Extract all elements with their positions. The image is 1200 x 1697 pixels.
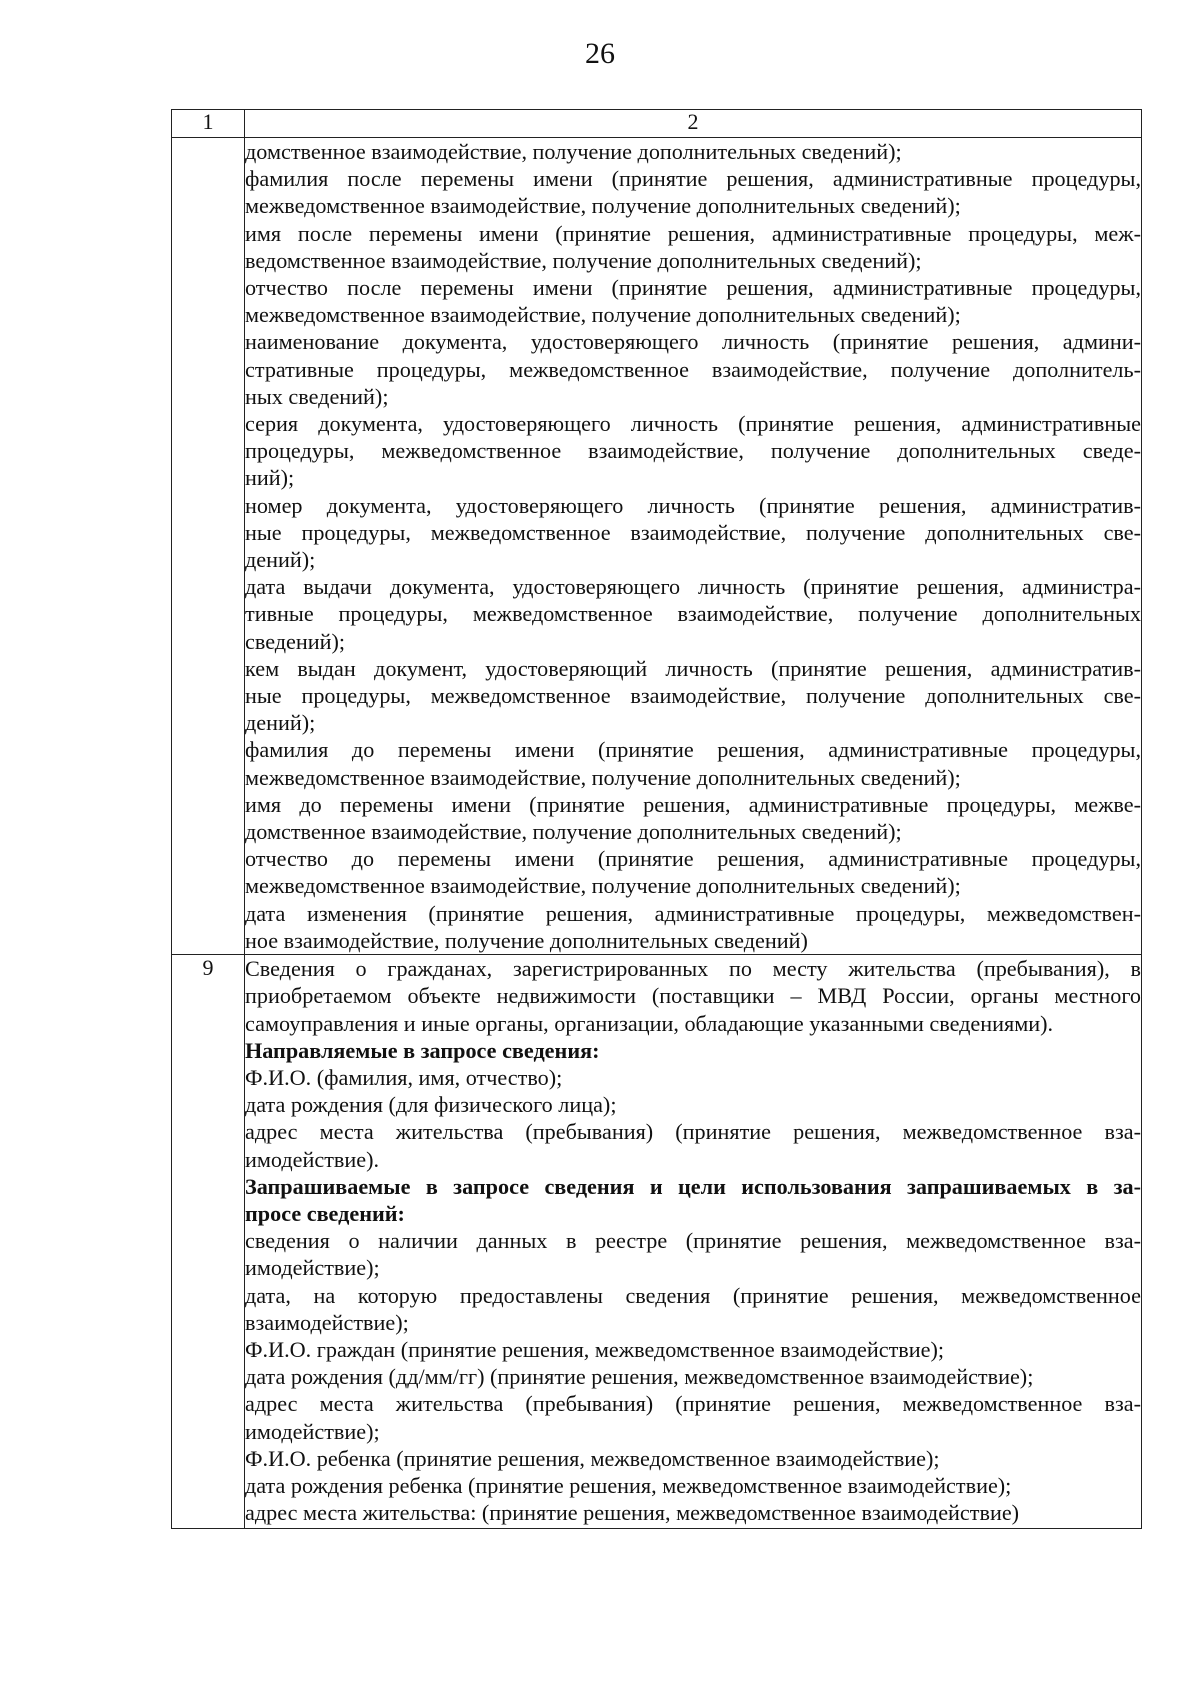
text-line: имя после перемены имени (принятие решения, административные процедуры, меж- <box>245 220 1141 246</box>
row-content-cell <box>245 138 1142 955</box>
text-line: ных сведений); <box>245 383 389 409</box>
text-line: имодействие); <box>245 1255 380 1281</box>
text-line: фамилия после перемены имени (принятие решения, административные процедуры, <box>245 166 1141 192</box>
section-heading-line: Запрашиваемые в запросе сведения и цели использования запрашиваемых в за- <box>245 1173 1141 1199</box>
text-line: отчество после перемены имени (принятие решения, административные процедуры, <box>245 275 1141 301</box>
table-row <box>172 138 1142 955</box>
column-header-number: 1 <box>172 110 245 138</box>
table-body <box>172 138 1142 1529</box>
row-number-cell <box>172 138 245 955</box>
column-header-content: 2 <box>245 110 1142 138</box>
text-line: серия документа, удостоверяющего личность (принятие решения, административные <box>245 411 1141 437</box>
text-line: ное взаимодействие, получение дополнительных сведений) <box>245 927 808 953</box>
text-line: кем выдан документ, удостоверяющий личность (принятие решения, административ- <box>245 655 1141 681</box>
text-line: фамилия до перемены имени (принятие решения, административные процедуры, <box>245 737 1141 763</box>
text-line: дата рождения (дд/мм/гг) (принятие решения, межведомственное взаимодействие); <box>245 1364 1034 1390</box>
text-line: приобретаемом объекте недвижимости (поставщики – МВД России, органы местного <box>245 983 1141 1009</box>
text-line: Ф.И.О. граждан (принятие решения, межведомственное взаимодействие); <box>245 1336 945 1362</box>
text-line: отчество до перемены имени (принятие решения, административные процедуры, <box>245 846 1141 872</box>
text-line: наименование документа, удостоверяющего личность (принятие решения, админи- <box>245 329 1141 355</box>
text-line: стративные процедуры, межведомственное взаимодействие, получение дополнитель- <box>245 356 1141 382</box>
section-heading-line: Направляемые в запросе сведения: <box>245 1037 600 1063</box>
row-number-cell: 9 <box>172 955 245 1529</box>
table-header-row <box>172 110 1142 138</box>
text-line: ний); <box>245 465 295 491</box>
text-line: дата изменения (принятие решения, административные процедуры, межведомствен- <box>245 900 1141 926</box>
text-line: процедуры, межведомственное взаимодействие, получение дополнительных сведе- <box>245 438 1141 464</box>
text-line: домственное взаимодействие, получение дополнительных сведений); <box>245 139 902 164</box>
text-line: взаимодействие); <box>245 1309 409 1335</box>
text-line: имодействие). <box>245 1146 380 1172</box>
section-heading-line: просе сведений: <box>245 1200 405 1226</box>
text-line: Ф.И.О. (фамилия, имя, отчество); <box>245 1064 563 1090</box>
text-line: имя до перемены имени (принятие решения, административные процедуры, межве- <box>245 791 1141 817</box>
text-line: адрес места жительства (пребывания) (принятие решения, межведомственное вза- <box>245 1119 1141 1145</box>
text-line: ведомственное взаимодействие, получение дополнительных сведений); <box>245 247 922 273</box>
text-line: дата рождения (для физического лица); <box>245 1092 617 1118</box>
text-line: ные процедуры, межведомственное взаимодействие, получение дополнительных све- <box>245 683 1141 709</box>
text-line: сведений); <box>245 628 346 654</box>
table-row <box>172 955 1142 1529</box>
text-line: Ф.И.О. ребенка (принятие решения, межведомственное взаимодействие); <box>245 1445 940 1471</box>
text-line: имодействие); <box>245 1418 380 1444</box>
page-number: 26 <box>585 37 615 70</box>
text-line: межведомственное взаимодействие, получение дополнительных сведений); <box>245 193 961 219</box>
text-line: сведения о наличии данных в реестре (принятие решения, межведомственное вза- <box>245 1228 1141 1254</box>
text-line: дата, на которую предоставлены сведения (принятие решения, межведомственное <box>245 1282 1141 1308</box>
text-line: межведомственное взаимодействие, получение дополнительных сведений); <box>245 873 961 899</box>
data-table <box>171 109 1142 1529</box>
text-line: межведомственное взаимодействие, получение дополнительных сведений); <box>245 302 961 328</box>
text-line: Сведения о гражданах, зарегистрированных по месту жительства (пребывания), в <box>245 956 1141 982</box>
text-line: дений); <box>245 710 316 736</box>
text-line: дений); <box>245 547 316 573</box>
text-line: межведомственное взаимодействие, получение дополнительных сведений); <box>245 764 961 790</box>
text-line: адрес места жительства (пребывания) (принятие решения, межведомственное вза- <box>245 1391 1141 1417</box>
text-line: дата рождения ребенка (принятие решения, межведомственное взаимодействие); <box>245 1472 1012 1498</box>
text-line: адрес места жительства: (принятие решения, межведомственное взаимодействие) <box>245 1500 1020 1526</box>
text-line: тивные процедуры, межведомственное взаимодействие, получение дополнительных <box>245 601 1141 627</box>
row-content-cell <box>245 955 1142 1529</box>
text-line: домственное взаимодействие, получение дополнительных сведений); <box>245 819 902 845</box>
text-line: ные процедуры, межведомственное взаимодействие, получение дополнительных све- <box>245 519 1141 545</box>
text-line: самоуправления и иные органы, организации, обладающие указанными сведениями). <box>245 1010 1054 1036</box>
text-line: номер документа, удостоверяющего личность (принятие решения, административ- <box>245 492 1141 518</box>
text-line: дата выдачи документа, удостоверяющего личность (принятие решения, администра- <box>245 574 1141 600</box>
